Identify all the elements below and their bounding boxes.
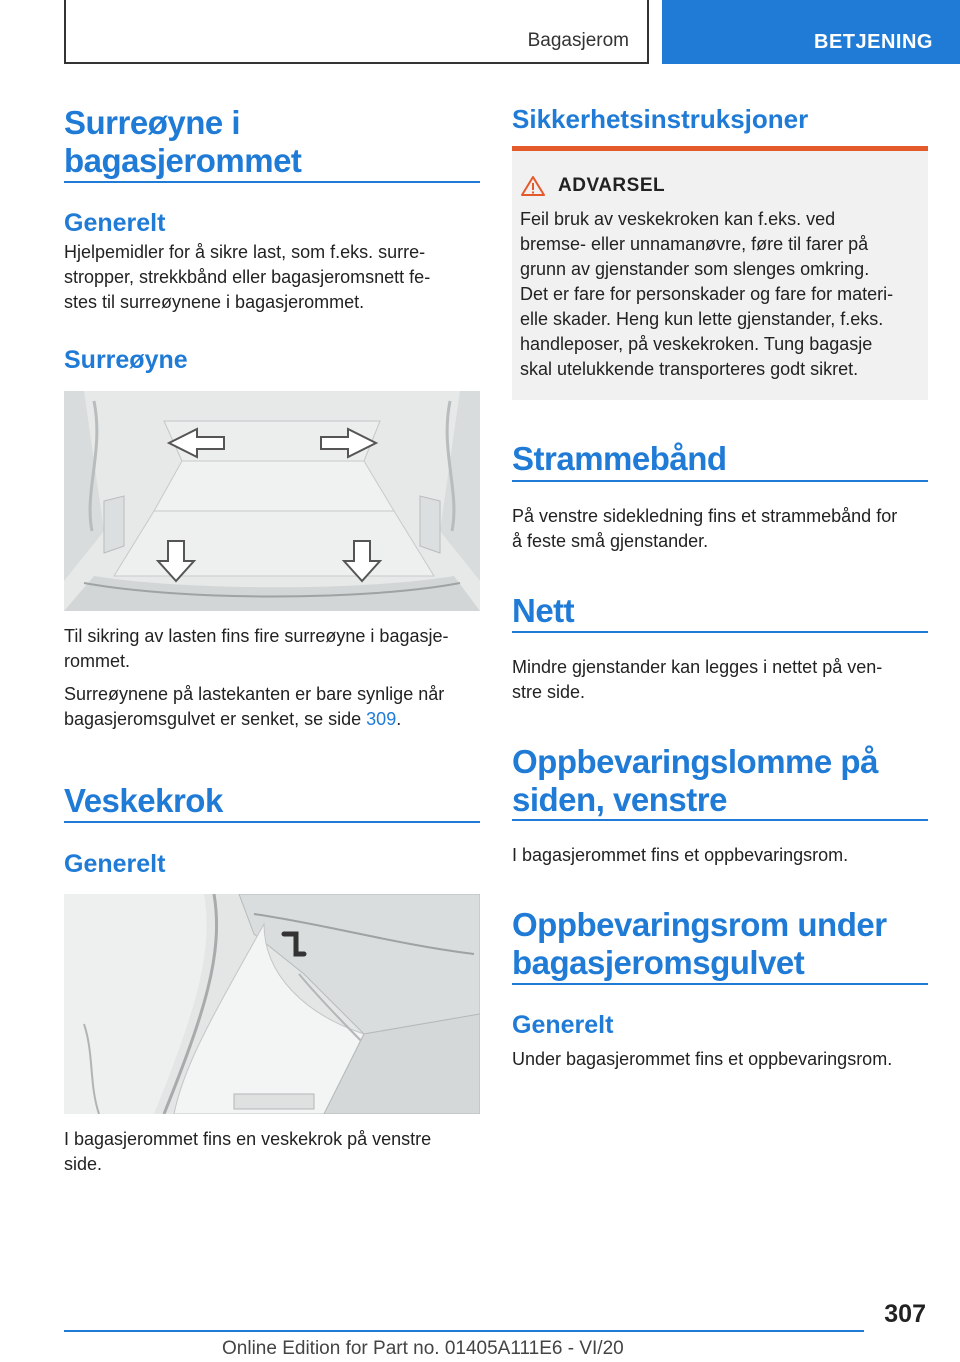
subheading-veskekrok-generelt: Generelt: [64, 850, 166, 878]
text-line: skal utelukkende transporteres godt sikret.: [520, 359, 859, 379]
header-section-title: Bagasjerom: [527, 30, 629, 51]
text-line: grunn av gjenstander som slenges omkring.: [520, 259, 870, 279]
title-line: Oppbevaringsrom under: [512, 906, 887, 943]
section-title-safety: Sikkerhetsinstruksjoner: [512, 104, 809, 134]
text-line: Det er fare for personskader og fare for materi-: [520, 284, 894, 304]
warning-text: [520, 207, 924, 382]
section-title-veskekrok: Veskekrok: [64, 782, 223, 819]
section-rule: [512, 480, 928, 482]
subheading-generelt: Generelt: [64, 209, 166, 237]
text-line: Mindre gjenstander kan legges i nettet på ven-: [512, 657, 883, 677]
text-line: På venstre sidekledning fins et strammebånd for: [512, 506, 898, 526]
header-section-box: [64, 0, 649, 64]
text-span: bagasjeromsgulvet er senket, se side: [64, 709, 367, 729]
paragraph-generelt: [64, 240, 480, 315]
paragraph-oppbevaringsrom: Under bagasjerommet fins et oppbevaringsrom.: [512, 1049, 893, 1069]
paragraph-veskekrok: [64, 1127, 480, 1177]
paragraph-nett: [512, 655, 928, 705]
text-line: stes til surreøynene i bagasjerommet.: [64, 292, 365, 312]
warning-box: [512, 146, 928, 400]
text-line: bremse- eller unnamanøvre, føre til farer på: [520, 234, 869, 254]
section-rule: [512, 819, 928, 821]
text-line: handleposer, på veskekroken. Tung bagasje: [520, 334, 873, 354]
page-number: 307: [884, 1300, 926, 1328]
text-line: side.: [64, 1154, 103, 1174]
section-rule: [64, 181, 480, 183]
text-line: Feil bruk av veskekroken kan f.eks. ved: [520, 209, 836, 229]
header-chapter-tab[interactable]: [662, 0, 960, 64]
text-line: stre side.: [512, 682, 586, 702]
text-line: Surreøynene på lastekanten er bare synlige når: [64, 684, 445, 704]
text-line: å feste små gjenstander.: [512, 531, 709, 551]
text-line: [64, 707, 480, 732]
section-title-oppbevaringslomme: [512, 743, 878, 819]
warning-label: ADVARSEL: [558, 175, 666, 196]
footer-rule: [64, 1330, 864, 1332]
section-rule: [512, 631, 928, 633]
text-line: stropper, strekkbånd eller bagasjeromsnett fe-: [64, 267, 431, 287]
section-title-nett: Nett: [512, 592, 575, 629]
trunk-lashing-eyes-figure: [64, 391, 480, 611]
title-line: Surreøyne i: [64, 104, 241, 141]
title-line: siden, venstre: [512, 781, 727, 818]
warning-header: [520, 175, 665, 197]
subheading-rom-generelt: Generelt: [512, 1011, 614, 1039]
paragraph-surreoyne-1: [64, 624, 480, 674]
paragraph-strammeband: [512, 504, 928, 554]
title-line: bagasjeromsgulvet: [512, 944, 805, 981]
subheading-surreoyne: Surreøyne: [64, 346, 188, 374]
title-line: Oppbevaringslomme på: [512, 743, 878, 780]
title-line: bagasjerommet: [64, 142, 302, 179]
bag-hook-illustration: [64, 894, 480, 1114]
page-reference-link[interactable]: 309: [366, 709, 397, 729]
text-span: .: [396, 709, 402, 729]
bag-hook-figure: [64, 894, 480, 1114]
paragraph-surreoyne-2: [64, 682, 480, 732]
section-title-oppbevaringsrom: [512, 906, 887, 982]
text-line: Til sikring av lasten fins fire surreøyne i bagasje-: [64, 626, 449, 646]
trunk-floor-illustration: [64, 391, 480, 611]
warning-triangle-icon: [520, 175, 546, 197]
footer-edition: Online Edition for Part no. 01405A111E6 - VI/20: [222, 1338, 624, 1359]
section-rule: [512, 983, 928, 985]
text-line: I bagasjerommet fins en veskekrok på venstre: [64, 1129, 432, 1149]
section-title-strammeband: Strammebånd: [512, 440, 727, 477]
paragraph-oppbevaringslomme: I bagasjerommet fins et oppbevaringsrom.: [512, 845, 849, 865]
text-line: elle skader. Heng kun lette gjenstander, f.eks.: [520, 309, 884, 329]
section-rule: [64, 821, 480, 823]
text-line: Hjelpemidler for å sikre last, som f.eks. surre-: [64, 242, 426, 262]
section-title-surreoyne: [64, 104, 301, 180]
text-line: rommet.: [64, 651, 131, 671]
header-chapter-label: BETJENING: [814, 31, 933, 53]
